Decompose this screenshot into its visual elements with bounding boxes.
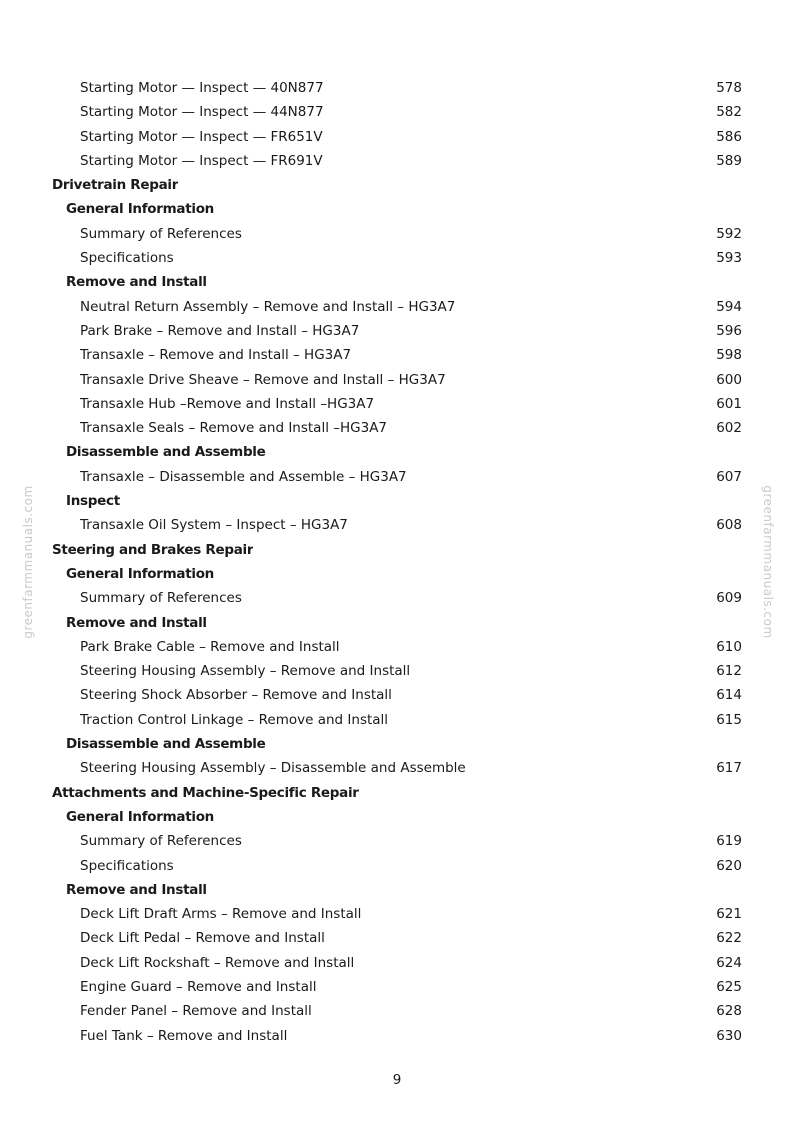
toc-entry-title: Inspect	[66, 493, 120, 510]
toc-entry-page: 619	[716, 833, 742, 850]
toc-entry-title: Park Brake Cable – Remove and Install	[80, 638, 340, 655]
toc-entry[interactable]	[52, 635, 742, 659]
toc-entry[interactable]	[52, 854, 742, 878]
toc-entry[interactable]	[52, 100, 742, 124]
toc-subsection-heading	[52, 489, 742, 513]
toc-section-heading	[52, 781, 742, 805]
toc-entry-title: General Information	[66, 565, 214, 582]
toc-subsection-heading	[52, 805, 742, 829]
toc-subsection-heading	[52, 611, 742, 635]
toc-section-heading	[52, 173, 742, 197]
toc-entry-page: 614	[716, 687, 742, 704]
toc-entry-page: 594	[716, 298, 742, 315]
toc-entry-title: Disassemble and Assemble	[66, 736, 266, 753]
toc-subsection-heading	[52, 270, 742, 294]
toc-entry-page: 586	[716, 128, 742, 145]
toc-entry-title: Drivetrain Repair	[52, 177, 179, 194]
toc-entry[interactable]	[52, 319, 742, 343]
toc-subsection-heading	[52, 732, 742, 756]
toc-entry-title: General Information	[66, 808, 214, 825]
toc-entry-page: 602	[716, 420, 742, 437]
toc-entry-title: Summary of References	[80, 590, 242, 607]
toc-entry-title: Engine Guard – Remove and Install	[80, 978, 317, 995]
toc-entry[interactable]	[52, 513, 742, 537]
toc-entry-title: Starting Motor — Inspect — 44N877	[80, 104, 324, 121]
toc-entry-title: Steering and Brakes Repair	[52, 541, 254, 558]
toc-subsection-heading	[52, 562, 742, 586]
toc-entry-title: Fender Panel – Remove and Install	[80, 1003, 312, 1020]
toc-entry-title: Transaxle Hub –Remove and Install –HG3A7	[80, 395, 375, 412]
toc-entry[interactable]	[52, 76, 742, 100]
toc-entry-title: Disassemble and Assemble	[66, 444, 266, 461]
toc-entry-title: Summary of References	[80, 225, 242, 242]
toc-entry-title: Steering Housing Assembly – Disassemble and Assemble	[80, 760, 466, 777]
watermark-left: greenfarmmanuals.com	[21, 485, 35, 639]
toc-entry[interactable]	[52, 902, 742, 926]
toc-entry-title: Neutral Return Assembly – Remove and Install – HG3A7	[80, 298, 456, 315]
toc-entry[interactable]	[52, 392, 742, 416]
toc-entry-title: Deck Lift Draft Arms – Remove and Install	[80, 906, 362, 923]
toc-entry[interactable]	[52, 683, 742, 707]
toc-entry-title: Transaxle – Remove and Install – HG3A7	[80, 347, 352, 364]
toc-entry-title: Summary of References	[80, 833, 242, 850]
toc-entry-page: 624	[716, 954, 742, 971]
toc-entry[interactable]	[52, 416, 742, 440]
toc-entry-title: Transaxle Oil System – Inspect – HG3A7	[80, 517, 348, 534]
toc-entry-title: Remove and Install	[66, 274, 207, 291]
toc-subsection-heading	[52, 197, 742, 221]
toc-entry-page: 598	[716, 347, 742, 364]
toc-entry-title: Remove and Install	[66, 881, 207, 898]
toc-entry-title: Starting Motor — Inspect — 40N877	[80, 80, 324, 96]
toc-entry-page: 612	[716, 663, 742, 680]
toc-entry[interactable]	[52, 975, 742, 999]
page-number: 9	[392, 1072, 402, 1088]
toc-entry-page: 600	[716, 371, 742, 388]
toc-entry-page: 620	[716, 857, 742, 874]
toc-entry-page: 610	[716, 638, 742, 655]
toc-entry-title: Transaxle – Disassemble and Assemble – HG3A7	[80, 468, 407, 485]
toc-entry-title: Specifications	[80, 857, 174, 874]
toc-entry[interactable]	[52, 708, 742, 732]
toc-entry-title: Traction Control Linkage – Remove and Install	[80, 711, 389, 728]
toc-entry[interactable]	[52, 465, 742, 489]
toc-entry-title: Transaxle Drive Sheave – Remove and Install – HG3A7	[80, 371, 446, 388]
toc-entry-page: 593	[716, 250, 742, 267]
toc-entry[interactable]	[52, 586, 742, 610]
toc-entry-title: Starting Motor — Inspect — FR651V	[80, 128, 323, 145]
toc-entry-page: 625	[716, 978, 742, 995]
toc-section-heading	[52, 538, 742, 562]
toc-entry-page: 601	[716, 395, 742, 412]
toc-entry-title: Deck Lift Pedal – Remove and Install	[80, 930, 325, 947]
toc-entry-page: 622	[716, 930, 742, 947]
toc-entry-title: Park Brake – Remove and Install – HG3A7	[80, 322, 360, 339]
toc-entry-page: 592	[716, 225, 742, 242]
toc-entry-title: Remove and Install	[66, 614, 207, 631]
toc-entry[interactable]	[52, 295, 742, 319]
toc-entry-title: Fuel Tank – Remove and Install	[80, 1027, 288, 1044]
toc-subsection-heading	[52, 440, 742, 464]
toc-entry[interactable]	[52, 222, 742, 246]
toc-entry-title: General Information	[66, 201, 214, 218]
toc-entry-page: 630	[716, 1027, 742, 1044]
toc-entry-title: Steering Housing Assembly – Remove and Install	[80, 663, 411, 680]
toc-entry-page: 615	[716, 711, 742, 728]
toc-entry[interactable]	[52, 343, 742, 367]
toc-entry[interactable]	[52, 756, 742, 780]
toc-entry[interactable]	[52, 1024, 742, 1048]
toc-entry-title: Starting Motor — Inspect — FR691V	[80, 152, 323, 169]
toc-entry-page: 589	[716, 152, 742, 169]
toc-entry-page: 617	[716, 760, 742, 777]
toc-entry-title: Deck Lift Rockshaft – Remove and Install	[80, 954, 355, 971]
toc-entry-page: 609	[716, 590, 742, 607]
toc-entry[interactable]	[52, 149, 742, 173]
toc-entry[interactable]	[52, 951, 742, 975]
toc-entry[interactable]	[52, 999, 742, 1023]
toc-entry-page: 621	[716, 906, 742, 923]
toc-entry[interactable]	[52, 246, 742, 270]
watermark-right: greenfarmmanuals.com	[761, 485, 775, 639]
toc-entry-page: 608	[716, 517, 742, 534]
toc-entry-page: 596	[716, 322, 742, 339]
toc-entry[interactable]	[52, 659, 742, 683]
toc-entry[interactable]	[52, 829, 742, 853]
toc-entry-title: Specifications	[80, 250, 174, 267]
toc-entry-title: Steering Shock Absorber – Remove and Install	[80, 687, 392, 704]
toc-entry-page: 582	[716, 104, 742, 121]
toc-entry[interactable]	[52, 926, 742, 950]
toc-entry-title: Attachments and Machine-Specific Repair	[52, 784, 359, 801]
toc-entry-title: Transaxle Seals – Remove and Install –HG3A7	[80, 420, 388, 437]
toc-subsection-heading	[52, 878, 742, 902]
toc-entry-page: 607	[716, 468, 742, 485]
toc-entry-page: 578	[716, 80, 742, 96]
table-of-contents	[52, 76, 742, 1048]
toc-entry-page: 628	[716, 1003, 742, 1020]
toc-entry[interactable]	[52, 125, 742, 149]
toc-entry[interactable]	[52, 368, 742, 392]
